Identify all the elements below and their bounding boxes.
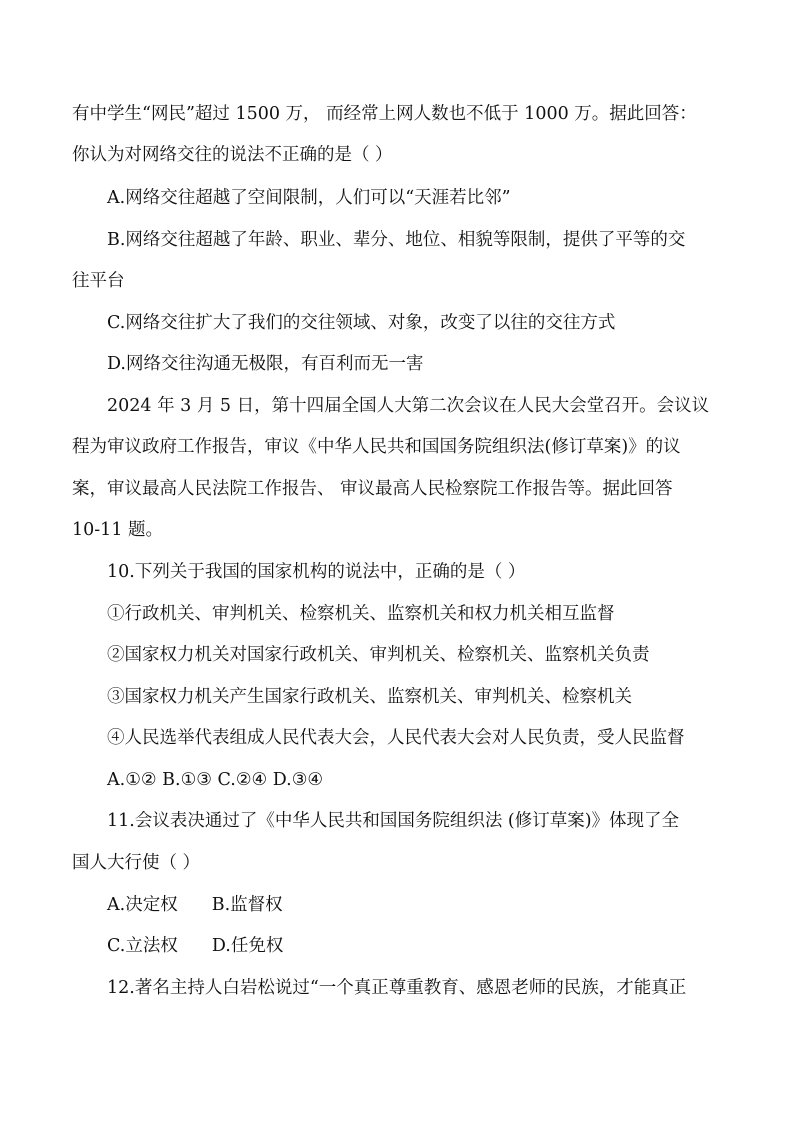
question-10-options: A.①② B.①③ C.②④ D.③④ [107, 770, 324, 790]
text-line: 有中学生“网民”超过 1500 万， 而经常上网人数也不低于 1000 万。据此回答： [72, 104, 697, 124]
option-d: D.网络交往沟通无极限，有百利而无一害 [107, 354, 424, 374]
option-d-appointment: D.任免权 [211, 936, 284, 956]
passage-line: 10-11 题。 [72, 520, 164, 540]
question-11: 11.会议表决通过了《中华人民共和国国务院组织法 (修订草案)》体现了全 [107, 811, 680, 831]
option-c: C.网络交往扩大了我们的交往领域、对象，改变了以往的交往方式 [107, 313, 616, 333]
question-12: 12.著名主持人白岩松说过“一个真正尊重教育、感恩老师的民族，才能真正 [107, 978, 687, 998]
passage-line: 程为审议政府工作报告，审议《中华人民共和国国务院组织法(修订草案)》的议 [72, 437, 681, 457]
statement-3: ③国家权力机关产生国家行政机关、监察机关、审判机关、检察机关 [107, 687, 632, 707]
question-11-options-row-2 [107, 934, 752, 958]
option-a-decision: A.决定权 [107, 895, 178, 915]
question-11-options-row-1 [107, 893, 752, 917]
statement-4: ④人民选举代表组成人民代表大会，人民代表大会对人民负责，受人民监督 [107, 728, 685, 748]
passage-line: 案，审议最高人民法院工作报告、 审议最高人民检察院工作报告等。据此回答 [72, 479, 673, 499]
statement-1: ①行政机关、审判机关、检察机关、监察机关和权力机关相互监督 [107, 604, 615, 624]
option-c-legislation: C.立法权 [107, 936, 178, 956]
option-a: A.网络交往超越了空间限制，人们可以“天涯若比邻” [107, 188, 511, 208]
statement-2: ②国家权力机关对国家行政机关、审判机关、检察机关、监察机关负责 [107, 645, 650, 665]
option-b-supervision: B.监督权 [211, 895, 283, 915]
option-b-continued: 往平台 [72, 271, 125, 291]
passage-line: 2024 年 3 月 5 日，第十四届全国人大第二次会议在人民大会堂召开。会议议 [107, 396, 710, 416]
question-stem: 你认为对网络交往的说法不正确的是（ ） [72, 145, 393, 165]
option-b: B.网络交往超越了年龄、职业、辈分、地位、相貌等限制，提供了平等的交 [107, 230, 686, 250]
question-11-continued: 国人大行使（ ） [72, 853, 201, 873]
question-10: 10.下列关于我国的国家机构的说法中，正确的是（ ） [107, 562, 526, 582]
